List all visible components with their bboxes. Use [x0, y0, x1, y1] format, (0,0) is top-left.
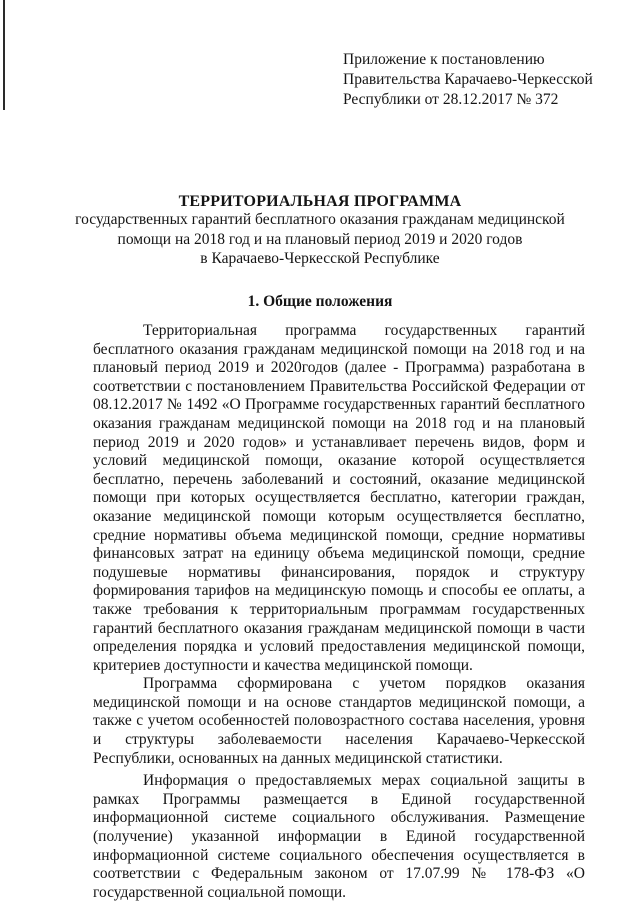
appendix-note	[343, 50, 633, 110]
body-paragraph: Территориальная программа государственных гарантий бесплатного оказания гражданам медицинской помощи на 2018 год и на плановый период 2019 и 2020годов (далее - Программа) разработана в соответствии с постановлением Правительства Российской Федерации от 08.12.2017 № 1492 «О Программе государственных гарантий бесплатного оказания гражданам медицинской помощи на 2018 год и на плановый период 2019 и 2020 годов» и устанавливает перечень видов, форм и условий медицинской помощи, оказание которой осуществляется бесплатно, перечень заболеваний и состояний, оказание медицинской помощи при которых осуществляется бесплатно, категории граждан, оказание медицинской помощи которым осуществляется бесплатно, средние нормативы объема медицинской помощи, средние нормативы финансовых затрат на единицу объема медицинской помощи, средние подушевые нормативы финансирования, порядок и структуру формирования тарифов на медицинскую помощь и способы ее оплаты, а также требования к территориальным программам государственных гарантий бесплатного оказания гражданам медицинской помощи в части определения порядка и условий предоставления медицинской помощи, критериев доступности и качества медицинской помощи.	[93, 322, 585, 674]
scan-edge-line	[3, 0, 5, 110]
document-subtitle	[70, 210, 570, 269]
appendix-line: Республики от 28.12.2017 № 372	[343, 91, 559, 108]
subtitle-line: в Карачаево-Черкесской Республике	[200, 250, 440, 267]
subtitle-line: помощи на 2018 год и на плановый период 2019 и 2020 годов	[117, 230, 523, 248]
appendix-line: Приложение к постановлению	[343, 51, 545, 68]
body-paragraph: Программа сформирована с учетом порядков оказания медицинской помощи и на основе стандартов медицинской помощи, а также с учетом особенностей половозрастного состава населения, уровня и структуры заболеваемости населения Карачаево-Черкесской Республики, основанных на данных медицинской статистики.	[93, 675, 585, 767]
section-heading: 1. Общие положения	[247, 293, 393, 310]
subtitle-line: государственных гарантий бесплатного оказания гражданам медицинской	[75, 211, 565, 228]
body-paragraph: Информация о предоставляемых мерах социальной защиты в рамках Программы размещается в Единой государственной информационной системе социального обслуживания. Размещение (получение) указанной информации в Единой государственной информационной системе социального обеспечения осуществляется в соответствии с Федеральным законом от 17.07.99 № 178-ФЗ «О государственной социальной помощи.	[93, 772, 585, 901]
document-title: ТЕРРИТОРИАЛЬНАЯ ПРОГРАММА	[178, 193, 462, 210]
appendix-line: Правительства Карачаево-Черкесской	[343, 71, 593, 88]
section-body	[93, 322, 585, 902]
